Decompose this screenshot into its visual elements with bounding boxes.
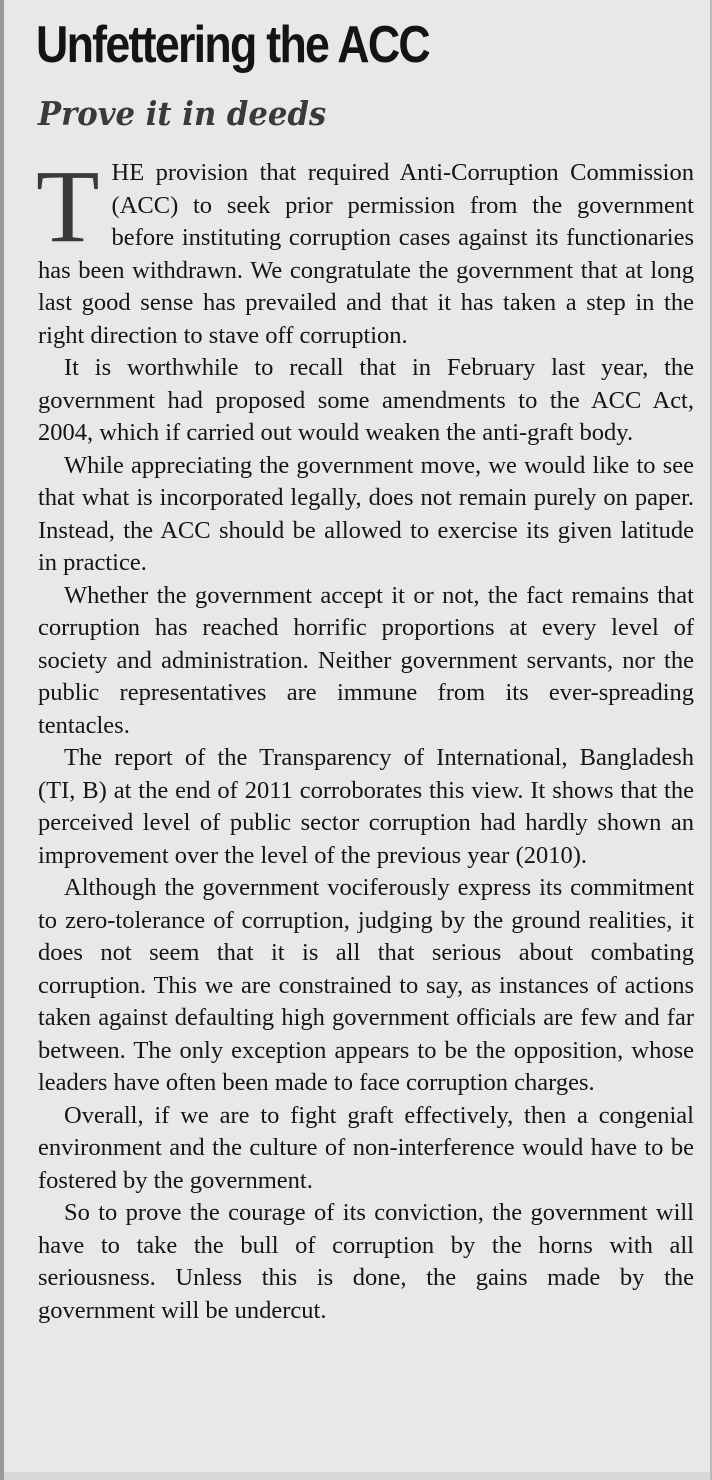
paragraph-3: While appreciating the government move, we would like to see that what is incorporated legally, does not remain purely on paper. Instead, the ACC should be allowed to exercise its given latitude in practice. — [38, 451, 694, 576]
paragraph-2: It is worthwhile to recall that in February last year, the government had proposed some amendments to the ACC Act, 2004, which if carried out would weaken the anti-graft body. — [38, 354, 694, 446]
paragraph-6: Although the government vociferously express its commitment to zero-tolerance of corruption, judging by the ground realities, it does not seem that it is all that serious about combating corruption. This we are constrained to say, as instances of actions taken against defaulting high government officials are few and far between. The only exception appears to be the opposition, whose leaders have often been made to face corruption charges. — [38, 874, 694, 1096]
paragraph-7: Overall, if we are to fight graft effectively, then a congenial environment and the culture of non-interference would have to be fostered by the government. — [38, 1101, 694, 1194]
headline: Unfettering the ACC — [36, 16, 429, 74]
drop-cap: T — [36, 149, 100, 264]
page-bottom-edge — [4, 1472, 710, 1480]
paragraph-1-text: HE provision that required Anti-Corruption Commission (ACC) to seek prior permission from the government before instituting corruption cases against its functionaries has been withdrawn. We congratulate the government that at long last good sense has prevailed and that it has taken a step in the right direction to stave off corruption. — [38, 159, 694, 349]
article-body — [36, 149, 694, 1327]
paragraph-4: Whether the government accept it or not, the fact remains that corruption has reached horrific proportions at every level of society and administration. Neither government servants, nor the public representatives are immune from its ever-spreading tentacles. — [38, 581, 694, 739]
paragraph-1 — [36, 149, 694, 352]
paragraph-8: So to prove the courage of its conviction, the government will have to take the bull of corruption by the horns with all seriousness. Unless this is done, the gains made by the government will be undercut. — [38, 1199, 694, 1324]
subheadline: Prove it in deeds — [38, 94, 327, 133]
paragraph-5: The report of the Transparency of International, Bangladesh (TI, B) at the end of 2011 corroborates this view. It shows that the perceived level of public sector corruption had hardly shown an improvement over the level of the previous year (2010). — [38, 744, 694, 869]
